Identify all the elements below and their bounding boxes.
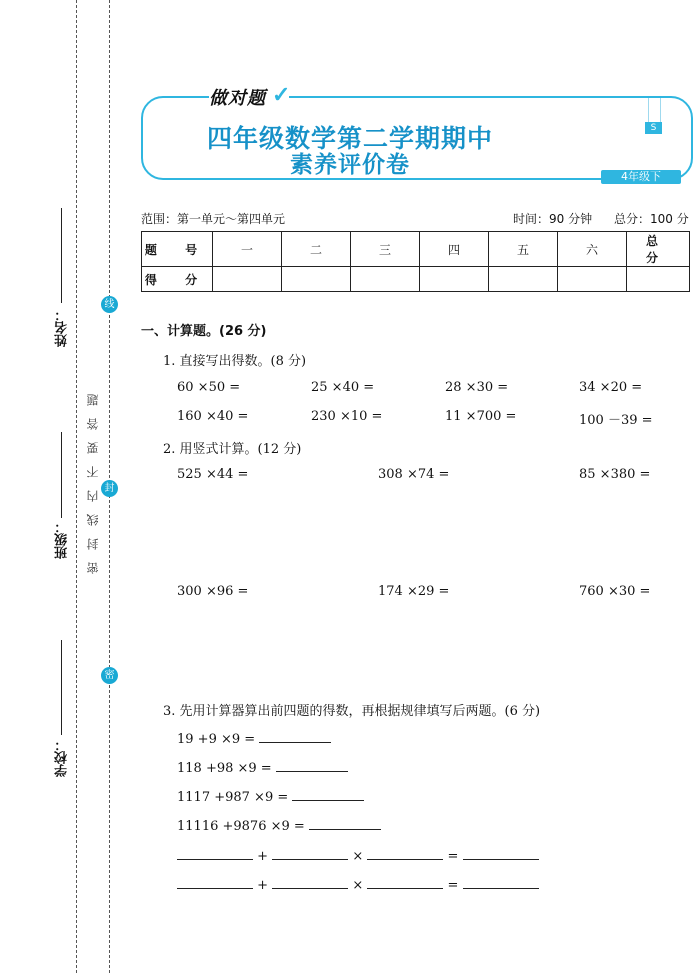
- score-input-cell[interactable]: [489, 267, 558, 292]
- score-table-header-row: [142, 232, 690, 267]
- table-cell: 二: [282, 232, 351, 267]
- pattern-expr: 1117 +987 ×9 =: [177, 790, 289, 805]
- pattern-line: [177, 817, 381, 834]
- problem: 160 ×40 =: [177, 409, 249, 424]
- table-cell: 五: [489, 232, 558, 267]
- fill-line: [177, 876, 539, 893]
- problem: 28 ×30 =: [445, 380, 509, 395]
- seal-seal-marker: 封: [101, 480, 118, 497]
- problem: 85 ×380 =: [579, 467, 651, 482]
- answer-blank[interactable]: [177, 847, 253, 860]
- pattern-expr: 19 +9 ×9 =: [177, 732, 256, 747]
- score-input-cell[interactable]: [282, 267, 351, 292]
- score-input-cell[interactable]: [213, 267, 282, 292]
- answer-blank[interactable]: [272, 876, 348, 889]
- answer-blank[interactable]: [367, 876, 443, 889]
- section-heading: 一、计算题。(26 分): [141, 324, 267, 339]
- answer-blank[interactable]: [463, 876, 539, 889]
- problem: 525 ×44 =: [177, 467, 249, 482]
- score-input-cell[interactable]: [420, 267, 489, 292]
- times-sign: ×: [352, 878, 364, 893]
- page-subtitle: 素养评价卷: [290, 152, 410, 178]
- plus-sign: +: [257, 849, 269, 864]
- grade-badge: 4年级下: [601, 170, 681, 184]
- fill-line: [177, 847, 539, 864]
- pattern-line: [177, 730, 331, 747]
- problem: 760 ×30 =: [579, 584, 651, 599]
- problem: 25 ×40 =: [311, 380, 375, 395]
- seal-dense-marker: 密: [101, 667, 118, 684]
- answer-blank[interactable]: [309, 817, 381, 830]
- pattern-line: [177, 759, 348, 776]
- table-cell: 题 号: [142, 232, 213, 267]
- problem: 300 ×96 =: [177, 584, 249, 599]
- scope-text: 范围：第一单元～第四单元: [141, 212, 286, 226]
- pattern-expr: 118 +98 ×9 =: [177, 761, 272, 776]
- name-label: 姓名：: [55, 308, 70, 347]
- score-input-cell[interactable]: [627, 267, 690, 292]
- problem: 174 ×29 =: [378, 584, 450, 599]
- answer-blank[interactable]: [292, 788, 364, 801]
- s-tag: S: [645, 122, 662, 134]
- pattern-line: [177, 788, 364, 805]
- score-table-score-row: [142, 267, 690, 292]
- total-text: 总分：100 分: [614, 212, 689, 226]
- school-label: 学校：: [55, 738, 70, 777]
- times-sign: ×: [352, 849, 364, 864]
- answer-blank[interactable]: [276, 759, 348, 772]
- equals-sign: =: [447, 878, 459, 893]
- class-label: 班级：: [55, 520, 70, 559]
- plus-sign: +: [257, 878, 269, 893]
- answer-blank[interactable]: [272, 847, 348, 860]
- answer-blank[interactable]: [177, 876, 253, 889]
- seal-line-marker: 线: [101, 296, 118, 313]
- problem: 100 －39 =: [579, 413, 653, 428]
- question-1-title: 1. 直接写出得数。(8 分): [163, 354, 307, 369]
- problem: 34 ×20 =: [579, 380, 643, 395]
- answer-blank[interactable]: [463, 847, 539, 860]
- answer-blank[interactable]: [367, 847, 443, 860]
- score-table: [141, 231, 690, 292]
- problem: 308 ×74 =: [378, 467, 450, 482]
- binding-warning: 密封线内不要答题: [86, 382, 100, 574]
- question-3-title: 3. 先用计算器算出前四题的得数，再根据规律填写后两题。(6 分): [163, 704, 541, 719]
- problem: 11 ×700 =: [445, 409, 517, 424]
- checkmark-icon: ✓: [272, 82, 291, 108]
- table-cell: 四: [420, 232, 489, 267]
- question-2-title: 2. 用竖式计算。(12 分): [163, 442, 302, 457]
- table-cell: 得 分: [142, 267, 213, 292]
- tag-label: 做对题: [209, 84, 289, 110]
- class-field[interactable]: [61, 432, 62, 518]
- name-field[interactable]: [61, 208, 62, 303]
- page-title: 四年级数学第二学期期中: [206, 124, 493, 153]
- problem: 230 ×10 =: [311, 409, 383, 424]
- equals-sign: =: [447, 849, 459, 864]
- score-input-cell[interactable]: [558, 267, 627, 292]
- time-text: 时间：90 分钟: [513, 212, 593, 226]
- school-field[interactable]: [61, 640, 62, 735]
- answer-blank[interactable]: [259, 730, 331, 743]
- table-cell: 一: [213, 232, 282, 267]
- problem: 60 ×50 =: [177, 380, 241, 395]
- table-cell: 三: [351, 232, 420, 267]
- table-cell: 总 分: [627, 232, 690, 267]
- table-cell: 六: [558, 232, 627, 267]
- pattern-expr: 11116 +9876 ×9 =: [177, 819, 305, 834]
- score-input-cell[interactable]: [351, 267, 420, 292]
